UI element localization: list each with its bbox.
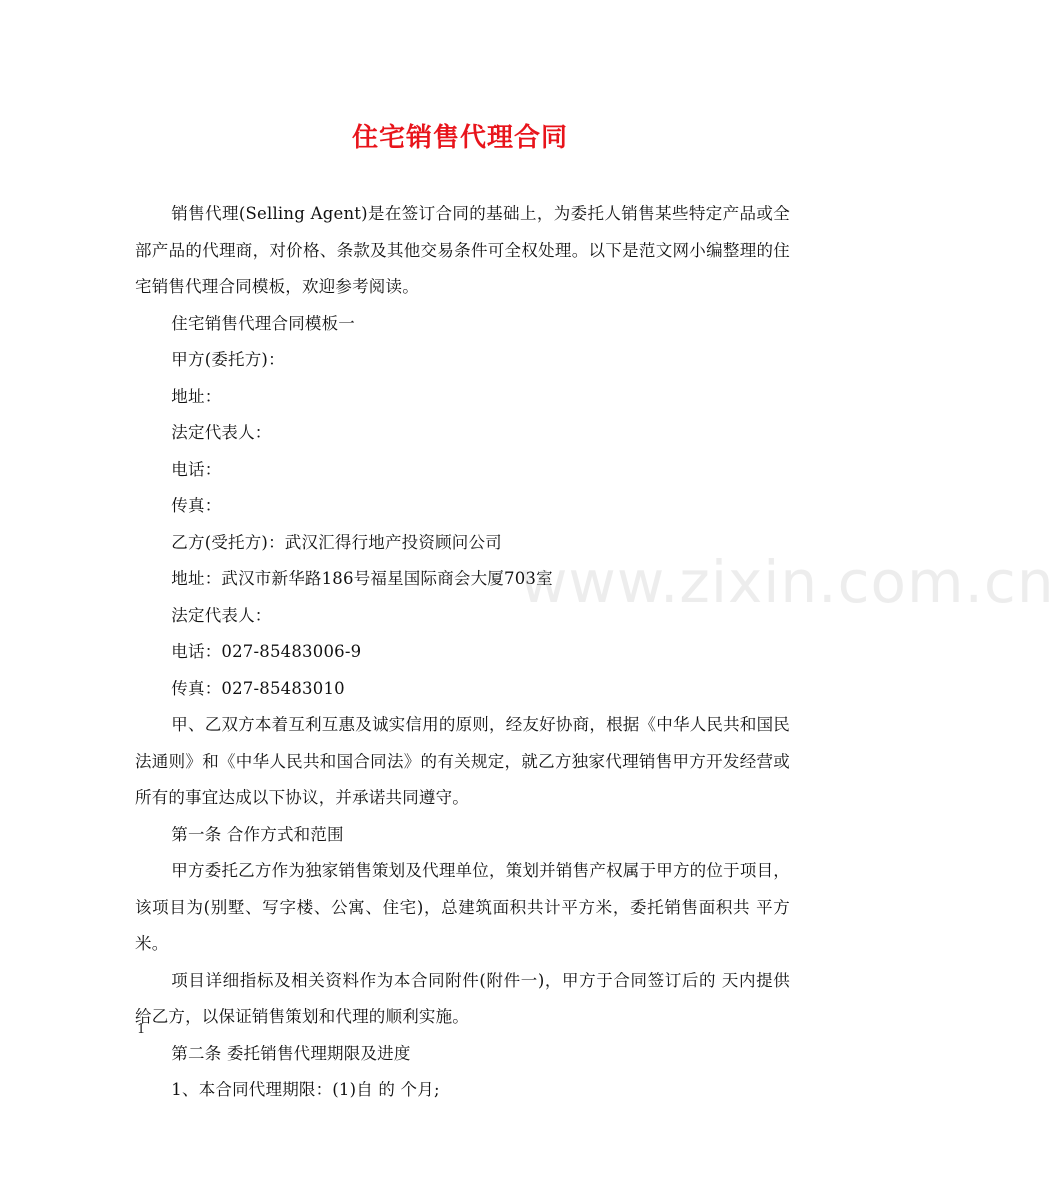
- party-a-representative: 法定代表人：: [171, 423, 272, 442]
- party-a-fax: 传真：: [171, 496, 222, 515]
- party-b-fax: 传真：027-85483010: [171, 678, 345, 698]
- watermark: www.zixin.com.cn: [520, 548, 1055, 616]
- article-1-heading: 第一条 合作方式和范围: [171, 824, 344, 844]
- party-a-label: 甲方(委托方)：: [171, 350, 285, 369]
- article-1-paragraph-1: 甲方委托乙方作为独家销售策划及代理单位，策划并销售产权属于甲方的位于项目，该项目为(别墅、写字楼、公寓、住宅)，总建筑面积共计平方米，委托销售面积共 平方米。: [135, 861, 790, 953]
- party-b-phone: 电话：027-85483006-9: [171, 642, 362, 661]
- article-1-paragraph-2: 项目详细指标及相关资料作为本合同附件(附件一)，甲方于合同签订后的 天内提供给乙方，以保证销售策划和代理的顺利实施。: [135, 970, 790, 1026]
- party-b-representative: 法定代表人：: [171, 605, 272, 625]
- party-b-label: 乙方(受托方)：武汉汇得行地产投资顾问公司: [171, 532, 502, 552]
- party-a-phone: 电话：: [171, 459, 222, 479]
- party-a-address: 地址：: [171, 386, 222, 406]
- document-title: 住宅销售代理合同: [351, 123, 568, 153]
- agreement-preamble: 甲、乙双方本着互利互惠及诚实信用的原则，经友好协商，根据《中华人民共和国民法通则》和《中华人民共和国合同法》的有关规定，就乙方独家代理销售甲方开发经营或所有的事宜达成以下协议，并承诺共同遵守。: [135, 715, 790, 807]
- article-2-item-1: 1、本合同代理期限：(1)自 的 个月;: [171, 1080, 440, 1099]
- template-heading: 住宅销售代理合同模板一: [171, 313, 355, 333]
- page-number: 1: [137, 1022, 146, 1037]
- party-b-address: 地址：武汉市新华路186号福星国际商会大厦703室: [171, 569, 553, 588]
- document-body: [135, 196, 790, 1109]
- intro-paragraph: 销售代理(Selling Agent)是在签订合同的基础上，为委托人销售某些特定产品或全部产品的代理商，对价格、条款及其他交易条件可全权处理。以下是范文网小编整理的住宅销售代理合同模板，欢迎参考阅读。: [135, 204, 790, 296]
- article-2-heading: 第二条 委托销售代理期限及进度: [171, 1043, 411, 1063]
